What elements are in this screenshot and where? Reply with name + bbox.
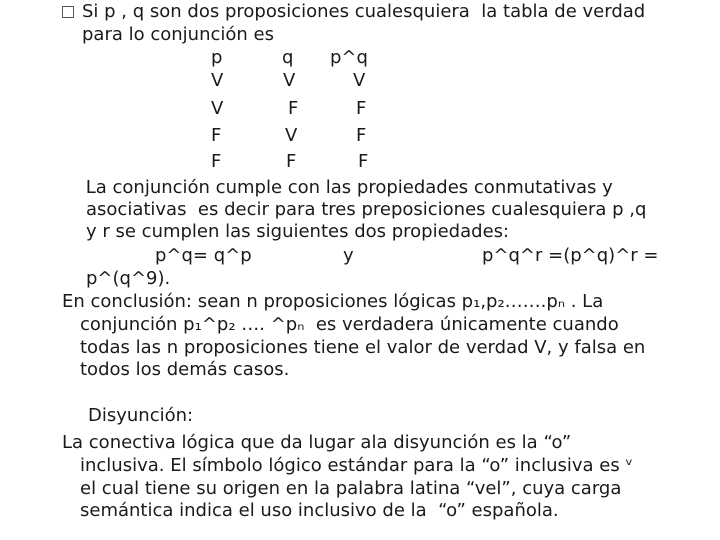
table-cell: F <box>211 125 222 146</box>
properties-line-3: y r se cumplen las siguientes dos propiedades: <box>86 221 510 242</box>
properties-line-1: La conjunción cumple con las propiedades conmutativas y <box>80 177 613 198</box>
formula-conjunction-word: y <box>343 245 354 266</box>
table-cell: V <box>211 70 224 91</box>
bullet-icon <box>62 6 74 18</box>
formula-associative: p^q^r =(p^q)^r = <box>482 245 659 266</box>
intro-line-2: para lo conjunción es <box>82 24 274 45</box>
conclusion-line-2: conjunción p₁^p₂ …. ^pₙ es verdadera únicamente cuando <box>80 314 619 335</box>
conclusion-line-3: todas las n proposiciones tiene el valor de verdad V, y falsa en <box>80 337 646 358</box>
disjunction-line-1: La conectiva lógica que da lugar ala disyunción es la “o” <box>62 432 572 453</box>
disjunction-line-2: inclusiva. El símbolo lógico estándar para la “o” inclusiva es ᵛ <box>80 455 633 476</box>
table-cell: F <box>358 151 369 172</box>
table-cell: F <box>356 125 367 146</box>
section-heading: Disyunción: <box>88 405 194 426</box>
table-cell: F <box>211 151 222 172</box>
intro-line-1: Si p , q son dos proposiciones cualesquiera la tabla de verdad <box>82 1 646 22</box>
table-header-q: q <box>282 47 294 68</box>
table-cell: V <box>285 125 298 146</box>
properties-line-2: asociativas es decir para tres preposiciones cualesquiera p ,q <box>86 199 647 220</box>
properties-line-5: p^(q^9). <box>86 268 171 289</box>
table-cell: V <box>283 70 296 91</box>
table-cell: F <box>286 151 297 172</box>
disjunction-line-4: semántica indica el uso inclusivo de la “o” española. <box>80 500 559 521</box>
table-cell: V <box>211 98 224 119</box>
table-header-pq: p^q <box>330 47 368 68</box>
table-header-p: p <box>211 47 223 68</box>
disjunction-line-3: el cual tiene su origen en la palabra latina “vel”, cuya carga <box>80 478 622 499</box>
table-cell: F <box>356 98 367 119</box>
conclusion-line-4: todos los demás casos. <box>80 359 290 380</box>
formula-commutative: p^q= q^p <box>155 245 252 266</box>
table-cell: F <box>288 98 299 119</box>
table-cell: V <box>353 70 366 91</box>
conclusion-line-1: En conclusión: sean n proposiciones lógicas p₁,p₂…….pₙ . La <box>62 291 604 312</box>
